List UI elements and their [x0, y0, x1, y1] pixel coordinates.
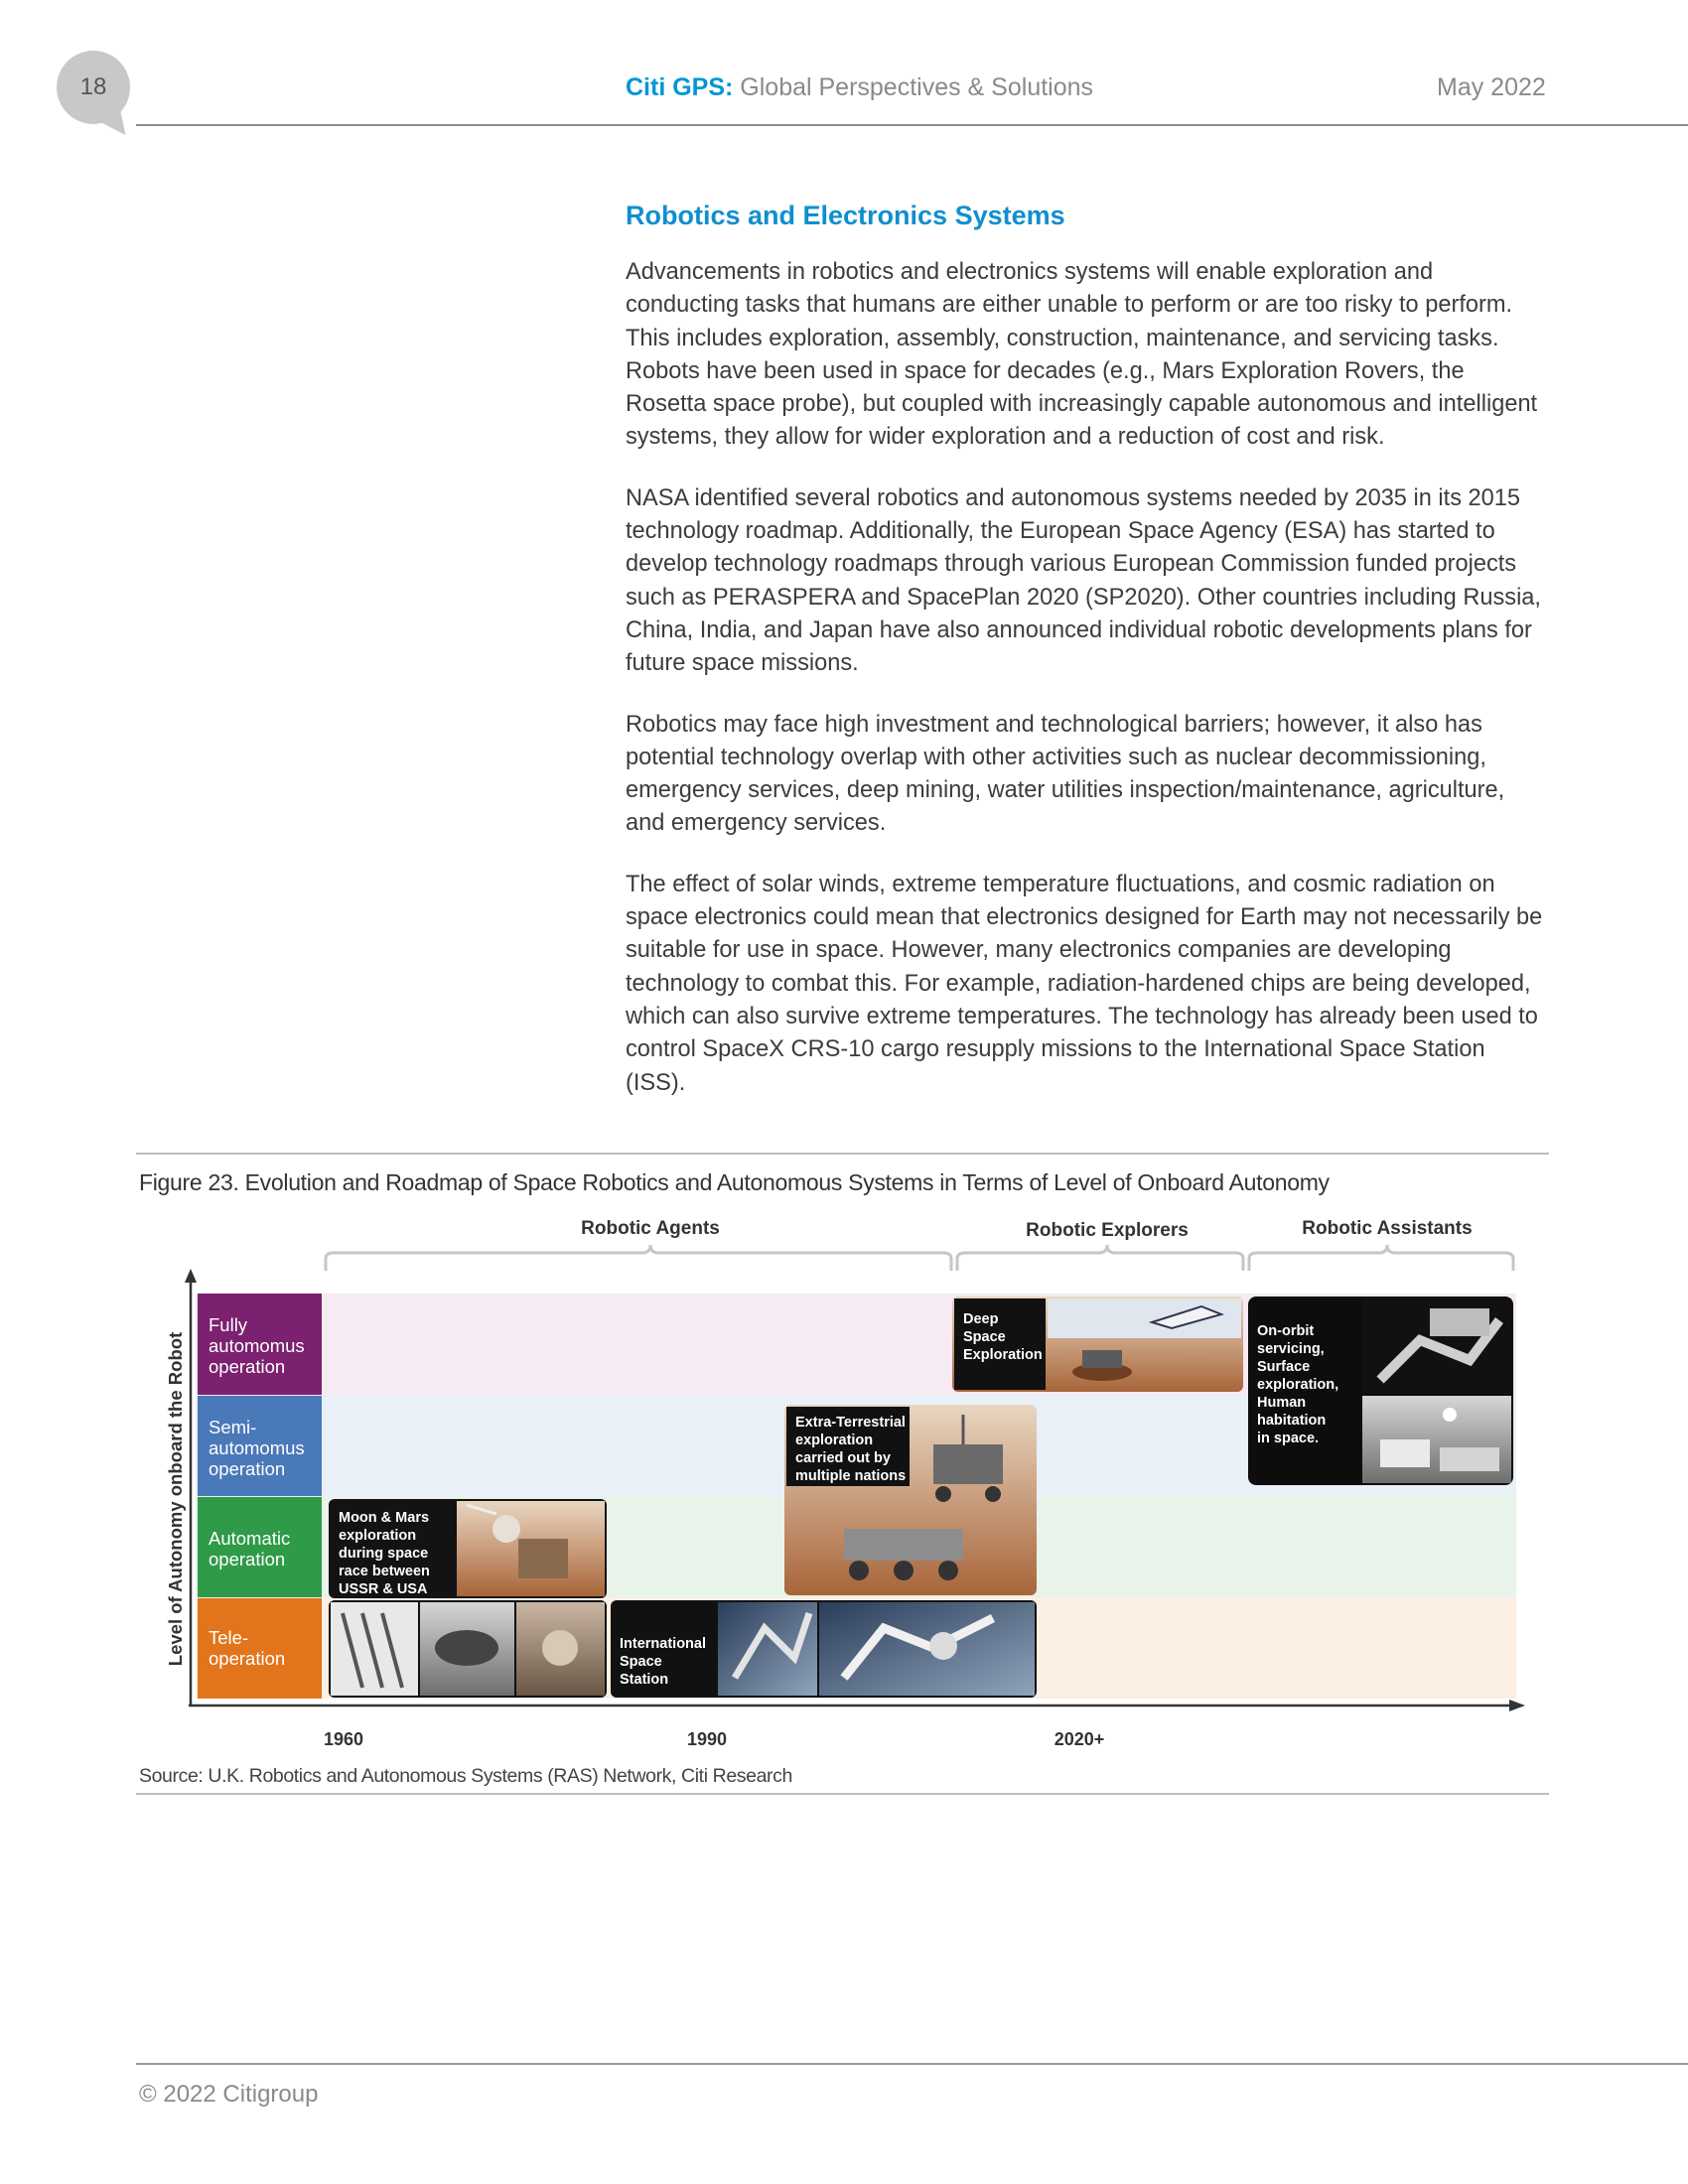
copyright: © 2022 Citigroup	[139, 2081, 319, 2108]
paragraph: Advancements in robotics and electronics systems will enable exploration and conducting tasks that humans are either unable to perform or are too risky to perform. This includes exploration, assembly, construction, maintenance, and servicing tasks. Robots have been used in space for decades (e.g., Mars Exploration Rovers, the Rosetta space probe), but coupled with increasingly capable autonomous and intelligent systems, they allow for wider exploration and a reduction of cost and risk.	[626, 259, 1538, 451]
x-tick-1990: 1990	[686, 1729, 728, 1749]
x-tick-1960: 1960	[323, 1729, 364, 1749]
figure-source: Source: U.K. Robotics and Autonomous Systems (RAS) Network, Citi Research	[139, 1765, 792, 1787]
milestone-on-orbit-servicing	[1248, 1297, 1513, 1485]
footer-rule	[136, 2063, 1688, 2065]
photo-iss-arm	[718, 1602, 817, 1696]
milestone-deep-space	[952, 1297, 1243, 1392]
x-tick-2020: 2020+	[1054, 1729, 1105, 1749]
section-title: Robotics and Electronics Systems	[626, 201, 1065, 230]
level-label-semi-autonomous: Semi-automomus operation	[209, 1417, 305, 1479]
milestone-label-deep-space: Deep Space Exploration	[963, 1311, 1043, 1363]
paragraph: NASA identified several robotics and autonomous systems needed by 2035 in its 2015 technology roadmap. Additionally, the European Space Agency (ESA) has started to develop technology roadmaps through various European Commission funded projects such as PERASPERA and SpacePlan 2020 (SP2020). Other countries including Russia, China, India, and Japan have also announced individual robotic developments plans for future space missions.	[626, 484, 1541, 677]
paragraph: The effect of solar winds, extreme temperature fluctuations, and cosmic radiation on space electronics could mean that electronics designed for Earth may not necessarily be suitable for use in space. However, many electronics companies are developing technology to combat this. For example, radiation-hardened chips are being developed, which can also survive extreme temperatures. The technology has already been used to control SpaceX CRS-10 cargo resupply missions to the International Space Station (ISS).	[626, 871, 1543, 1096]
page-number-badge	[57, 51, 130, 124]
milestone-label-iss: International Space Station	[620, 1636, 707, 1688]
level-label-automatic: Automatic operation	[209, 1528, 291, 1570]
brand-header	[626, 73, 1093, 102]
milestone-extra-terrestrial	[784, 1405, 1037, 1595]
header-date: May 2022	[1437, 73, 1546, 101]
x-axis-arrow	[1509, 1700, 1525, 1711]
paragraph: Robotics may face high investment and technological barriers; however, it also has potential technology overlap with other activities such as nuclear decommissioning, emergency services, deep mining, water utilities inspection/maintenance, agriculture, and emergency services.	[626, 711, 1505, 837]
milestone-label-moon-mars: Moon & Mars exploration during space race between USSR & USA	[339, 1510, 430, 1597]
figure-bottom-rule	[136, 1793, 1549, 1795]
brace-robotic-agents	[326, 1245, 951, 1271]
y-axis-label: Level of Autonomy onboard the Robot	[165, 1331, 186, 1667]
brand-name: Citi GPS:	[626, 73, 734, 101]
body-text	[626, 256, 1549, 1128]
group-label-robotic-agents: Robotic Agents	[581, 1218, 720, 1239]
brand-tagline: Global Perspectives & Solutions	[733, 73, 1094, 101]
group-label-robotic-assistants: Robotic Assistants	[1302, 1218, 1473, 1239]
autonomy-roadmap-chart	[149, 1211, 1529, 1757]
group-braces	[326, 1245, 1513, 1271]
brace-robotic-assistants	[1249, 1245, 1513, 1271]
page-number: 18	[79, 73, 107, 100]
group-label-robotic-explorers: Robotic Explorers	[1026, 1220, 1189, 1241]
level-label-fully-autonomous: Fully automomus operation	[209, 1314, 305, 1377]
milestone-label-on-orbit-servicing: On-orbit servicing, Surface exploration, Human habitation in space.	[1257, 1323, 1339, 1446]
level-label-tele-operation: Tele-operation	[209, 1627, 286, 1669]
milestone-label-extra-terrestrial: Extra-Terrestrial exploration carried out by multiple nations	[795, 1415, 907, 1484]
milestone-moon-mars	[329, 1499, 607, 1598]
milestone-iss	[611, 1600, 1037, 1698]
photo-strip-early-robots	[329, 1600, 607, 1698]
figure-top-rule	[136, 1153, 1549, 1155]
y-axis-arrow	[185, 1269, 197, 1283]
figure-title: Figure 23. Evolution and Roadmap of Space Robotics and Autonomous Systems in Terms of Level of Onboard Autonomy	[139, 1169, 1330, 1195]
brace-robotic-explorers	[957, 1245, 1243, 1271]
header-rule	[136, 124, 1688, 126]
